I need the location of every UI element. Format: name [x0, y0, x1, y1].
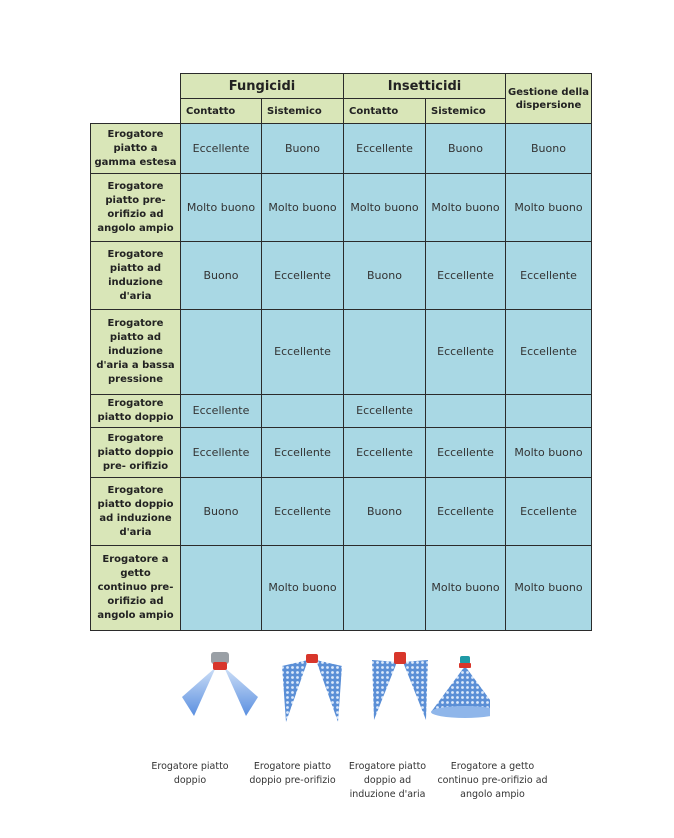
rating-cell: Eccellente — [181, 124, 262, 174]
rating-cell: Eccellente — [506, 242, 592, 310]
table-row — [91, 395, 592, 428]
rating-cell: Eccellente — [344, 124, 426, 174]
row-header: Erogatore piatto ad induzione d'aria a bassa pressione — [91, 310, 181, 395]
rating-cell: Molto buono — [181, 174, 262, 242]
rating-cell: Molto buono — [506, 428, 592, 478]
rating-cell: Eccellente — [426, 478, 506, 546]
nozzle-illustrations — [160, 650, 490, 730]
rating-cell — [426, 395, 506, 428]
rating-cell: Eccellente — [344, 428, 426, 478]
rating-cell: Molto buono — [344, 174, 426, 242]
rating-cell: Eccellente — [426, 242, 506, 310]
table-row — [91, 428, 592, 478]
table-row — [91, 174, 592, 242]
rating-cell: Buono — [344, 242, 426, 310]
rating-cell — [506, 395, 592, 428]
rating-cell: Eccellente — [262, 428, 344, 478]
rating-cell: Molto buono — [426, 174, 506, 242]
rating-cell: Eccellente — [262, 310, 344, 395]
row-header: Erogatore piatto doppio ad induzione d'aria — [91, 478, 181, 546]
rating-cell: Molto buono — [262, 174, 344, 242]
wide-angle-cone-spray-icon — [431, 656, 490, 718]
table-row — [91, 478, 592, 546]
row-header: Erogatore piatto pre-orifizio ad angolo ampio — [91, 174, 181, 242]
row-header: Erogatore piatto doppio — [91, 395, 181, 428]
rating-cell: Buono — [426, 124, 506, 174]
row-header: Erogatore piatto doppio pre- orifizio — [91, 428, 181, 478]
rating-cell: Buono — [181, 242, 262, 310]
rating-cell: Molto buono — [262, 546, 344, 631]
nozzle-caption-3: Erogatore piatto doppio ad induzione d'aria — [348, 761, 427, 800]
subheader-fungicidi-contatto: Contatto — [181, 99, 262, 124]
row-header: Erogatore piatto a gamma estesa — [91, 124, 181, 174]
subheader-insetticidi-sistemico: Sistemico — [426, 99, 506, 124]
spray-nozzle-table — [90, 73, 592, 631]
table-row — [91, 242, 592, 310]
table-row — [91, 310, 592, 395]
table-corner — [91, 74, 181, 124]
rating-cell: Molto buono — [426, 546, 506, 631]
rating-cell: Eccellente — [506, 478, 592, 546]
nozzle-caption-1: Erogatore piatto doppio — [151, 761, 229, 786]
row-header: Erogatore piatto ad induzione d'aria — [91, 242, 181, 310]
subheader-insetticidi-contatto: Contatto — [344, 99, 426, 124]
row-header: Erogatore a getto continuo pre-orifizio ad angolo ampio — [91, 546, 181, 631]
table-row — [91, 546, 592, 631]
group-header-fungicidi: Fungicidi — [181, 74, 344, 99]
rating-cell: Eccellente — [262, 478, 344, 546]
rating-cell — [181, 546, 262, 631]
nozzle-caption-2: Erogatore piatto doppio pre-orifizio — [249, 761, 336, 786]
rating-cell: Buono — [181, 478, 262, 546]
rating-cell — [344, 546, 426, 631]
rating-cell: Buono — [506, 124, 592, 174]
group-header-insetticidi: Insetticidi — [344, 74, 506, 99]
rating-cell: Eccellente — [426, 428, 506, 478]
table-row — [91, 124, 592, 174]
subheader-fungicidi-sistemico: Sistemico — [262, 99, 344, 124]
rating-cell: Eccellente — [181, 395, 262, 428]
rating-cell — [344, 310, 426, 395]
twin-air-induction-spray-icon — [372, 652, 428, 720]
rating-cell: Buono — [262, 124, 344, 174]
twin-preorifice-spray-icon — [282, 654, 342, 722]
rating-cell: Molto buono — [506, 174, 592, 242]
rating-cell: Eccellente — [344, 395, 426, 428]
nozzle-caption-4: Erogatore a getto continuo pre-orifizio ad angolo ampio — [437, 761, 548, 800]
header-gestione-dispersione: Gestione della dispersione — [506, 74, 592, 124]
rating-cell — [181, 310, 262, 395]
rating-cell: Eccellente — [262, 242, 344, 310]
rating-cell: Eccellente — [181, 428, 262, 478]
twin-flat-spray-icon — [182, 652, 258, 716]
rating-cell: Eccellente — [506, 310, 592, 395]
rating-cell — [262, 395, 344, 428]
rating-cell: Buono — [344, 478, 426, 546]
rating-cell: Eccellente — [426, 310, 506, 395]
rating-cell: Molto buono — [506, 546, 592, 631]
